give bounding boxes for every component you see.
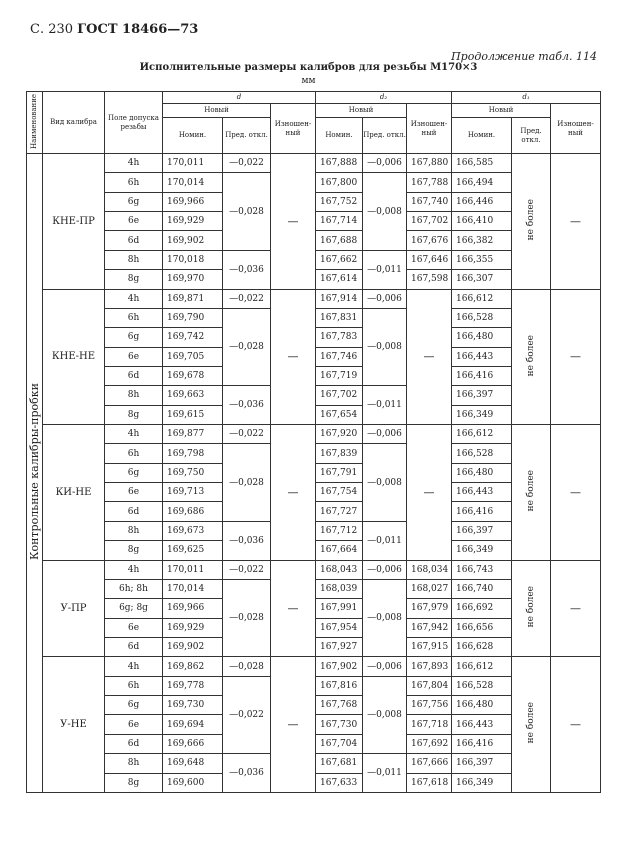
d1-nominal: 166,307 — [452, 270, 512, 289]
d2-worn: 167,804 — [407, 676, 452, 695]
d1-deviation — [512, 289, 551, 425]
d-deviation: —0,022 — [223, 425, 271, 444]
d1-nominal: 166,416 — [452, 734, 512, 753]
tolerance-field: 6e — [105, 347, 163, 366]
d2-deviation: —0,011 — [363, 386, 407, 425]
d2-deviation: —0,006 — [363, 425, 407, 444]
d2-nominal: 167,712 — [316, 521, 363, 540]
tolerance-field: 4h — [105, 657, 163, 676]
d2-deviation: —0,011 — [363, 250, 407, 289]
tolerance-field: 4h — [105, 560, 163, 579]
d1-deviation — [512, 154, 551, 290]
d1-nominal: 166,480 — [452, 463, 512, 482]
table-row — [27, 289, 601, 308]
d2-nominal: 167,704 — [316, 734, 363, 753]
d1-nominal: 166,355 — [452, 250, 512, 269]
d1-nominal: 166,480 — [452, 696, 512, 715]
col-d1-header: d₁ — [452, 92, 601, 104]
d1-nominal: 166,480 — [452, 328, 512, 347]
d-nominal: 169,600 — [163, 773, 223, 793]
d1-deviation — [512, 425, 551, 561]
d-new-header: Новый — [163, 104, 271, 118]
d-worn: — — [271, 289, 316, 425]
tolerance-field: 6h; 8h — [105, 579, 163, 598]
tolerance-field: 6d — [105, 366, 163, 385]
ne-bolee-label: не более — [526, 702, 536, 744]
d-nominal: 169,648 — [163, 754, 223, 773]
tolerance-field: 6e — [105, 618, 163, 637]
d2-deviation: —0,008 — [363, 173, 407, 250]
d1-nom-header: Номин. — [452, 118, 512, 154]
d2-new-header: Новый — [316, 104, 407, 118]
col-kind-header: Вид калибра — [43, 92, 105, 154]
page-number: С. 230 — [30, 22, 74, 37]
d2-worn: 167,942 — [407, 618, 452, 637]
d1-dev-header: Пред. откл. — [512, 118, 551, 154]
d1-nominal: 166,528 — [452, 444, 512, 463]
d2-worn: 167,788 — [407, 173, 452, 192]
d2-deviation: —0,008 — [363, 676, 407, 753]
d-worn: — — [271, 154, 316, 290]
d-nominal: 169,871 — [163, 289, 223, 308]
d-nominal: 169,742 — [163, 328, 223, 347]
d1-nominal: 166,446 — [452, 192, 512, 211]
tolerance-field: 6h — [105, 308, 163, 327]
d-nominal: 169,705 — [163, 347, 223, 366]
tolerance-field: 6d — [105, 231, 163, 250]
gauge-kind: КНЕ-ПР — [43, 154, 105, 290]
d2-deviation: —0,006 — [363, 657, 407, 676]
d2-worn: 168,027 — [407, 579, 452, 598]
d2-nominal: 167,991 — [316, 599, 363, 618]
d2-nominal: 167,633 — [316, 773, 363, 793]
d2-nominal: 167,681 — [316, 754, 363, 773]
d1-nominal: 166,528 — [452, 308, 512, 327]
tolerance-field: 4h — [105, 289, 163, 308]
d1-nominal: 166,397 — [452, 386, 512, 405]
d-nominal: 169,663 — [163, 386, 223, 405]
d-worn: — — [271, 425, 316, 561]
tolerance-field: 6g — [105, 328, 163, 347]
d-nominal: 169,966 — [163, 599, 223, 618]
d2-worn: 167,915 — [407, 637, 452, 656]
d2-deviation: —0,006 — [363, 560, 407, 579]
d-nominal: 169,673 — [163, 521, 223, 540]
d2-nominal: 168,043 — [316, 560, 363, 579]
d2-nominal: 168,039 — [316, 579, 363, 598]
d1-worn: — — [551, 657, 601, 793]
tolerance-field: 6d — [105, 734, 163, 753]
d2-worn: 167,740 — [407, 192, 452, 211]
side-label-text: Контрольные калибры-пробки — [28, 383, 41, 560]
d2-worn: 167,598 — [407, 270, 452, 289]
d1-nominal: 166,397 — [452, 521, 512, 540]
gauge-kind: КНЕ-НЕ — [43, 289, 105, 425]
d-nominal: 170,014 — [163, 173, 223, 192]
table-unit: мм — [301, 76, 316, 86]
d2-nominal: 167,839 — [316, 444, 363, 463]
tolerance-field: 8g — [105, 541, 163, 560]
table-row — [27, 154, 601, 173]
d-nominal: 170,018 — [163, 250, 223, 269]
tolerance-field: 6g — [105, 192, 163, 211]
d2-deviation: —0,011 — [363, 754, 407, 793]
tolerance-field: 8g — [105, 405, 163, 424]
d-nominal: 169,790 — [163, 308, 223, 327]
tolerance-field: 8g — [105, 270, 163, 289]
d2-nominal: 167,816 — [316, 676, 363, 695]
d1-nominal: 166,612 — [452, 425, 512, 444]
d1-nominal: 166,528 — [452, 676, 512, 695]
d-nominal: 169,615 — [163, 405, 223, 424]
tolerance-field: 8h — [105, 386, 163, 405]
d2-deviation: —0,006 — [363, 289, 407, 308]
d1-nominal: 166,494 — [452, 173, 512, 192]
d2-deviation: —0,008 — [363, 308, 407, 385]
d2-worn: 167,646 — [407, 250, 452, 269]
tolerance-field: 6h — [105, 444, 163, 463]
d-nominal: 169,902 — [163, 637, 223, 656]
d2-nominal: 167,902 — [316, 657, 363, 676]
d-nominal: 169,970 — [163, 270, 223, 289]
d2-worn: — — [407, 425, 452, 561]
d1-new-header: Новый — [452, 104, 551, 118]
tolerance-field: 6e — [105, 715, 163, 734]
d2-nominal: 167,954 — [316, 618, 363, 637]
d2-worn: 167,718 — [407, 715, 452, 734]
d-deviation: —0,036 — [223, 250, 271, 289]
tolerance-field: 6d — [105, 637, 163, 656]
d1-worn: — — [551, 560, 601, 657]
d2-worn: 167,702 — [407, 212, 452, 231]
tolerance-field: 6g; 8g — [105, 599, 163, 618]
d2-nominal: 167,752 — [316, 192, 363, 211]
d-nominal: 169,678 — [163, 366, 223, 385]
d-deviation: —0,022 — [223, 560, 271, 579]
d2-nominal: 167,614 — [316, 270, 363, 289]
d2-nominal: 167,688 — [316, 231, 363, 250]
d-deviation: —0,022 — [223, 154, 271, 173]
d-nominal: 170,014 — [163, 579, 223, 598]
d-nominal: 169,713 — [163, 483, 223, 502]
d1-nominal: 166,443 — [452, 715, 512, 734]
d-nominal: 170,011 — [163, 154, 223, 173]
d-nominal: 169,966 — [163, 192, 223, 211]
d1-nominal: 166,410 — [452, 212, 512, 231]
tolerance-field: 6e — [105, 483, 163, 502]
d-worn: — — [271, 657, 316, 793]
d-nominal: 169,730 — [163, 696, 223, 715]
d1-nominal: 166,612 — [452, 657, 512, 676]
col-tolerance-header: Поле допуска резьбы — [105, 92, 163, 154]
d2-nominal: 167,664 — [316, 541, 363, 560]
table-row — [27, 425, 601, 444]
d-nominal: 169,694 — [163, 715, 223, 734]
ne-bolee-label: не более — [526, 199, 536, 241]
d2-nominal: 167,791 — [316, 463, 363, 482]
table-continuation-label: Продолжение табл. 114 — [451, 50, 597, 63]
d2-nominal: 167,730 — [316, 715, 363, 734]
d1-nominal: 166,416 — [452, 366, 512, 385]
d-deviation: —0,036 — [223, 386, 271, 425]
d2-nominal: 167,702 — [316, 386, 363, 405]
table-title: Исполнительные размеры калибров для резьбы М170×3 — [139, 62, 478, 73]
d-nominal: 169,750 — [163, 463, 223, 482]
d1-nominal: 166,397 — [452, 754, 512, 773]
d-deviation: —0,036 — [223, 754, 271, 793]
d-nominal: 169,686 — [163, 502, 223, 521]
tolerance-field: 6e — [105, 212, 163, 231]
d2-worn: 167,880 — [407, 154, 452, 173]
d1-nominal: 166,656 — [452, 618, 512, 637]
d2-nominal: 167,727 — [316, 502, 363, 521]
d2-nominal: 167,662 — [316, 250, 363, 269]
d-deviation: —0,028 — [223, 444, 271, 521]
d-deviation: —0,028 — [223, 308, 271, 385]
d1-nominal: 166,349 — [452, 541, 512, 560]
d2-worn: 167,756 — [407, 696, 452, 715]
d-deviation: —0,028 — [223, 173, 271, 250]
col-d-header: d — [163, 92, 316, 104]
d-dev-header: Пред. откл. — [223, 118, 271, 154]
d2-dev-header: Пред. откл. — [363, 118, 407, 154]
d2-deviation: —0,008 — [363, 579, 407, 656]
tolerance-field: 8h — [105, 521, 163, 540]
d-nominal: 169,929 — [163, 618, 223, 637]
tolerance-field: 8h — [105, 250, 163, 269]
ne-bolee-label: не более — [526, 470, 536, 512]
d2-worn: 167,893 — [407, 657, 452, 676]
d-worn: — — [271, 560, 316, 657]
dimensions-table — [26, 91, 601, 793]
d1-nominal: 166,443 — [452, 483, 512, 502]
d1-nominal: 166,443 — [452, 347, 512, 366]
d-worn-header: Изношен-ный — [271, 104, 316, 154]
d2-deviation: —0,011 — [363, 521, 407, 560]
tolerance-field: 6d — [105, 502, 163, 521]
d2-worn: — — [407, 289, 452, 425]
d2-worn: 167,979 — [407, 599, 452, 618]
tolerance-field: 6g — [105, 696, 163, 715]
d1-worn: — — [551, 425, 601, 561]
tolerance-field: 6g — [105, 463, 163, 482]
gauge-kind: КИ-НЕ — [43, 425, 105, 561]
d-deviation: —0,028 — [223, 657, 271, 676]
d2-nominal: 167,888 — [316, 154, 363, 173]
d1-nominal: 166,628 — [452, 637, 512, 656]
d1-worn: — — [551, 289, 601, 425]
d-nominal: 169,902 — [163, 231, 223, 250]
d2-nominal: 167,800 — [316, 173, 363, 192]
d1-nominal: 166,740 — [452, 579, 512, 598]
d2-nominal: 167,746 — [316, 347, 363, 366]
d2-worn: 167,676 — [407, 231, 452, 250]
d2-nom-header: Номин. — [316, 118, 363, 154]
d-nominal: 169,778 — [163, 676, 223, 695]
col-d2-header: d₂ — [316, 92, 452, 104]
tolerance-field: 6h — [105, 676, 163, 695]
d2-nominal: 167,754 — [316, 483, 363, 502]
d2-nominal: 167,920 — [316, 425, 363, 444]
d2-nominal: 167,927 — [316, 637, 363, 656]
table-row — [27, 560, 601, 579]
d2-worn: 167,692 — [407, 734, 452, 753]
d1-nominal: 166,692 — [452, 599, 512, 618]
d-nom-header: Номин. — [163, 118, 223, 154]
d2-worn: 168,034 — [407, 560, 452, 579]
d-deviation: —0,028 — [223, 579, 271, 656]
tolerance-field: 4h — [105, 425, 163, 444]
d-deviation: —0,022 — [223, 289, 271, 308]
d1-nominal: 166,349 — [452, 405, 512, 424]
table-body — [27, 154, 601, 793]
d-nominal: 169,929 — [163, 212, 223, 231]
d-nominal: 170,011 — [163, 560, 223, 579]
ne-bolee-label: не более — [526, 334, 536, 376]
gauge-kind: У-ПР — [43, 560, 105, 657]
d-nominal: 169,625 — [163, 541, 223, 560]
d2-worn-header: Изношен-ный — [407, 104, 452, 154]
d1-worn-header: Изношен-ный — [551, 104, 601, 154]
d1-nominal: 166,382 — [452, 231, 512, 250]
d-nominal: 169,666 — [163, 734, 223, 753]
d-deviation: —0,036 — [223, 521, 271, 560]
d1-deviation — [512, 560, 551, 657]
d1-nominal: 166,585 — [452, 154, 512, 173]
page-header — [30, 22, 198, 37]
d2-nominal: 167,914 — [316, 289, 363, 308]
tolerance-field: 8h — [105, 754, 163, 773]
col-name-header: Наименование — [27, 92, 43, 154]
d2-nominal: 167,783 — [316, 328, 363, 347]
d-nominal: 169,798 — [163, 444, 223, 463]
d2-worn: 167,666 — [407, 754, 452, 773]
d2-nominal: 167,654 — [316, 405, 363, 424]
side-label — [27, 154, 43, 793]
table-row — [27, 657, 601, 676]
d2-nominal: 167,831 — [316, 308, 363, 327]
d2-deviation: —0,008 — [363, 444, 407, 521]
d1-nominal: 166,612 — [452, 289, 512, 308]
d2-nominal: 167,768 — [316, 696, 363, 715]
d1-nominal: 166,416 — [452, 502, 512, 521]
d-deviation: —0,022 — [223, 676, 271, 753]
d2-deviation: —0,006 — [363, 154, 407, 173]
tolerance-field: 8g — [105, 773, 163, 793]
d-nominal: 169,877 — [163, 425, 223, 444]
d-nominal: 169,862 — [163, 657, 223, 676]
d1-nominal: 166,743 — [452, 560, 512, 579]
d2-worn: 167,618 — [407, 773, 452, 793]
ne-bolee-label: не более — [526, 586, 536, 628]
gauge-kind: У-НЕ — [43, 657, 105, 793]
d2-nominal: 167,719 — [316, 366, 363, 385]
d1-worn: — — [551, 154, 601, 290]
doc-code: ГОСТ 18466—73 — [77, 22, 199, 37]
d1-deviation — [512, 657, 551, 793]
tolerance-field: 4h — [105, 154, 163, 173]
d2-nominal: 167,714 — [316, 212, 363, 231]
tolerance-field: 6h — [105, 173, 163, 192]
d1-nominal: 166,349 — [452, 773, 512, 793]
